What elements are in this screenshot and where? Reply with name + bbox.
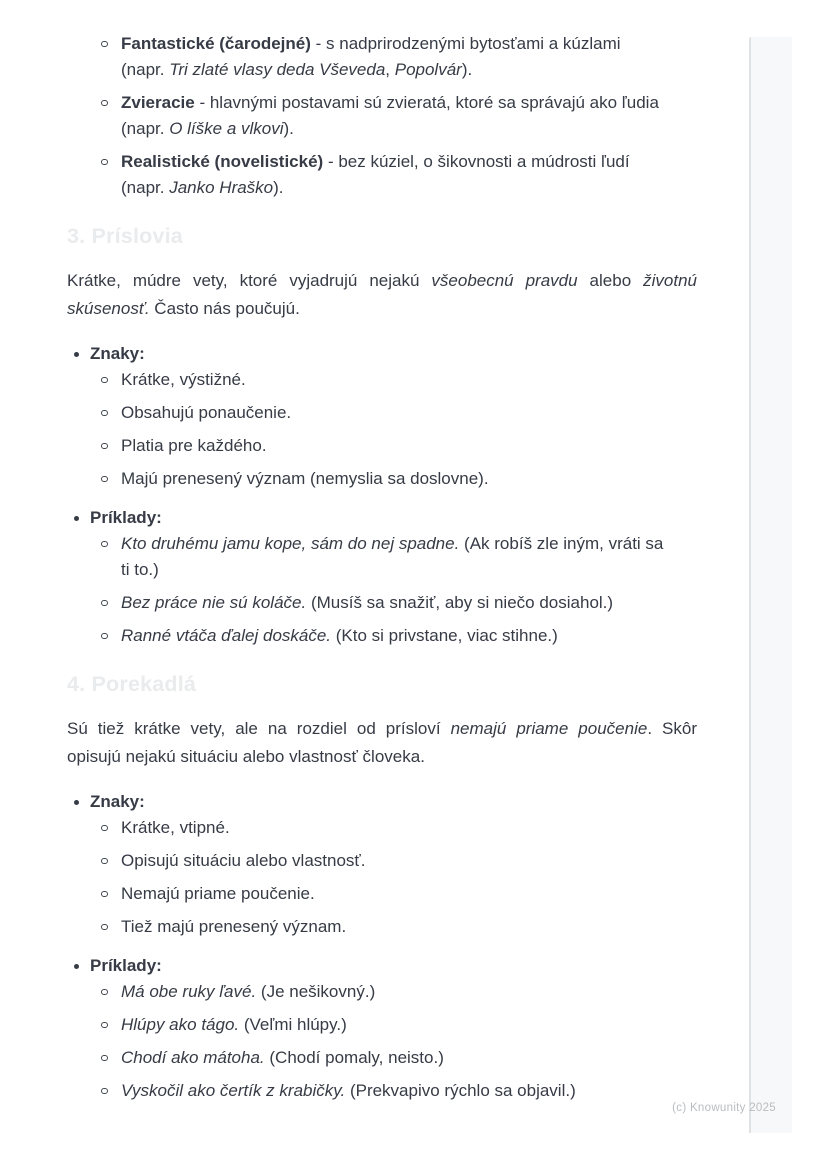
- sub-list-item: [67, 31, 697, 83]
- text-run: skúsenosť.: [67, 299, 150, 318]
- sub-list-item: [90, 1012, 697, 1038]
- text-run: Tri zlaté vlasy deda Vševeda: [169, 60, 386, 79]
- bullet-circle-icon: [101, 1022, 108, 1029]
- bullet-circle-icon: [101, 41, 108, 48]
- text-run: - s nadprirodzenými bytosťami a kúzlami: [310, 34, 621, 53]
- bullet-circle-icon: [101, 858, 108, 865]
- text-run: . Skôr: [647, 719, 697, 738]
- bullet-circle-icon: [101, 377, 108, 384]
- paragraph: [67, 267, 697, 323]
- text-run: Realistické (novelistické): [121, 152, 324, 171]
- text-run: Sú tiež krátke vety, ale na rozdiel od prísloví: [67, 719, 451, 738]
- text-run: Krátke, múdre vety, ktoré vyjadrujú nejakú: [67, 271, 432, 290]
- text-run: Vyskočil ako čertík z krabičky.: [121, 1081, 346, 1100]
- text-run: Platia pre každého.: [121, 436, 267, 455]
- text-run: Bez práce nie sú koláče.: [121, 593, 307, 612]
- bullet-circle-icon: [101, 476, 108, 483]
- document-content: [67, 31, 697, 1117]
- copyright-watermark: (c) Knowunity 2025: [672, 1102, 776, 1114]
- sub-list-item: [90, 914, 697, 940]
- sub-list: [90, 531, 697, 649]
- page-edge-strip: [749, 37, 792, 1133]
- section-heading: 3. Príslovia: [67, 224, 183, 248]
- bullet-circle-icon: [101, 1055, 108, 1062]
- text-run: (Musíš sa snažiť, aby si niečo dosiahol.): [306, 593, 614, 612]
- paragraph-line: [67, 267, 697, 295]
- sub-list-item: [90, 623, 697, 649]
- text-run: ti to.): [121, 560, 159, 579]
- bullet-dot-icon: [74, 516, 79, 521]
- text-run: (Ak robíš zle iným, vráti sa: [459, 534, 664, 553]
- text-run: (napr.: [121, 119, 170, 138]
- bullet-circle-icon: [101, 600, 108, 607]
- text-run: ).: [461, 60, 473, 79]
- bullet-list: [67, 789, 697, 1104]
- bullet-circle-icon: [101, 891, 108, 898]
- list-item: [67, 953, 697, 1104]
- bullet-circle-icon: [101, 924, 108, 931]
- text-run: Znaky:: [90, 344, 145, 363]
- sub-list-item: [67, 90, 697, 142]
- sub-list-item: [67, 149, 697, 201]
- text-run: Obsahujú ponaučenie.: [121, 403, 292, 422]
- list-item: [67, 505, 697, 649]
- text-run: alebo: [577, 271, 644, 290]
- sub-list-item: [90, 881, 697, 907]
- section-heading: 4. Porekadlá: [67, 672, 197, 696]
- text-run: (Kto si privstane, viac stihne.): [331, 626, 558, 645]
- sub-list: [90, 367, 697, 492]
- text-run: Janko Hraško: [169, 178, 274, 197]
- text-run: Majú prenesený význam (nemyslia sa doslovne).: [121, 469, 489, 488]
- bullet-circle-icon: [101, 410, 108, 417]
- sub-list: [67, 31, 697, 201]
- text-run: Krátke, výstižné.: [121, 370, 246, 389]
- text-run: - hlavnými postavami sú zvieratá, ktoré sa správajú ako ľudia: [194, 93, 659, 112]
- bullet-circle-icon: [101, 989, 108, 996]
- text-run: (Veľmi hlúpy.): [239, 1015, 347, 1034]
- bullet-circle-icon: [101, 825, 108, 832]
- text-run: Má obe ruky ľavé.: [121, 982, 257, 1001]
- text-run: Často nás poučujú.: [149, 299, 300, 318]
- text-run: (Chodí pomaly, neisto.): [264, 1048, 444, 1067]
- text-run: Opisujú situáciu alebo vlastnosť.: [121, 851, 366, 870]
- text-run: (Je nešikovný.): [256, 982, 376, 1001]
- text-run: Tiež majú prenesený význam.: [121, 917, 347, 936]
- sub-list-item: [90, 979, 697, 1005]
- paragraph: [67, 715, 697, 771]
- sub-list-item: [90, 590, 697, 616]
- bullet-circle-icon: [101, 100, 108, 107]
- list-item: [67, 341, 697, 492]
- text-run: Príklady:: [90, 956, 162, 975]
- bullet-list: [67, 341, 697, 649]
- bullet-circle-icon: [101, 541, 108, 548]
- paragraph-line: [67, 295, 697, 323]
- text-run: Nemajú priame poučenie.: [121, 884, 315, 903]
- text-run: Popolvár: [394, 60, 462, 79]
- text-run: Hlúpy ako tágo.: [121, 1015, 240, 1034]
- text-run: Fantastické (čarodejné): [121, 34, 311, 53]
- text-run: životnú: [643, 271, 697, 290]
- list-item: [67, 789, 697, 940]
- text-run: Kto druhému jamu kope, sám do nej spadne.: [121, 534, 460, 553]
- bullet-circle-icon: [101, 1088, 108, 1095]
- paragraph-line: [67, 715, 697, 743]
- text-run: - bez kúziel, o šikovnosti a múdrosti ľudí: [323, 152, 630, 171]
- text-run: O líške a vlkovi: [169, 119, 284, 138]
- text-run: (napr.: [121, 178, 170, 197]
- bullet-circle-icon: [101, 443, 108, 450]
- text-run: Zvieracie: [121, 93, 195, 112]
- sub-list-item: [90, 531, 697, 583]
- bullet-dot-icon: [74, 964, 79, 969]
- text-run: opisujú nejakú situáciu alebo vlastnosť človeka.: [67, 747, 425, 766]
- bullet-dot-icon: [74, 352, 79, 357]
- sub-list-item: [90, 1045, 697, 1071]
- text-run: Ranné vtáča ďalej doskáče.: [121, 626, 332, 645]
- text-run: Znaky:: [90, 792, 145, 811]
- text-run: ).: [283, 119, 294, 138]
- sub-list-item: [90, 433, 697, 459]
- sub-list-item: [90, 815, 697, 841]
- text-run: Krátke, vtipné.: [121, 818, 230, 837]
- text-run: ,: [385, 60, 395, 79]
- text-run: Chodí ako mátoha.: [121, 1048, 265, 1067]
- sub-list-item: [90, 1078, 697, 1104]
- text-run: (Prekvapivo rýchlo sa objavil.): [345, 1081, 576, 1100]
- text-run: nemajú priame poučenie: [450, 719, 648, 738]
- sub-list-item: [90, 848, 697, 874]
- sub-list: [90, 979, 697, 1104]
- text-run: všeobecnú pravdu: [431, 271, 578, 290]
- sub-list: [90, 815, 697, 940]
- bullet-circle-icon: [101, 633, 108, 640]
- text-run: ).: [273, 178, 284, 197]
- bullet-circle-icon: [101, 159, 108, 166]
- paragraph-line: [67, 743, 697, 771]
- bullet-dot-icon: [74, 800, 79, 805]
- sub-list-item: [90, 400, 697, 426]
- sub-list-item: [90, 466, 697, 492]
- text-run: (napr.: [121, 60, 170, 79]
- sub-list-item: [90, 367, 697, 393]
- text-run: Príklady:: [90, 508, 162, 527]
